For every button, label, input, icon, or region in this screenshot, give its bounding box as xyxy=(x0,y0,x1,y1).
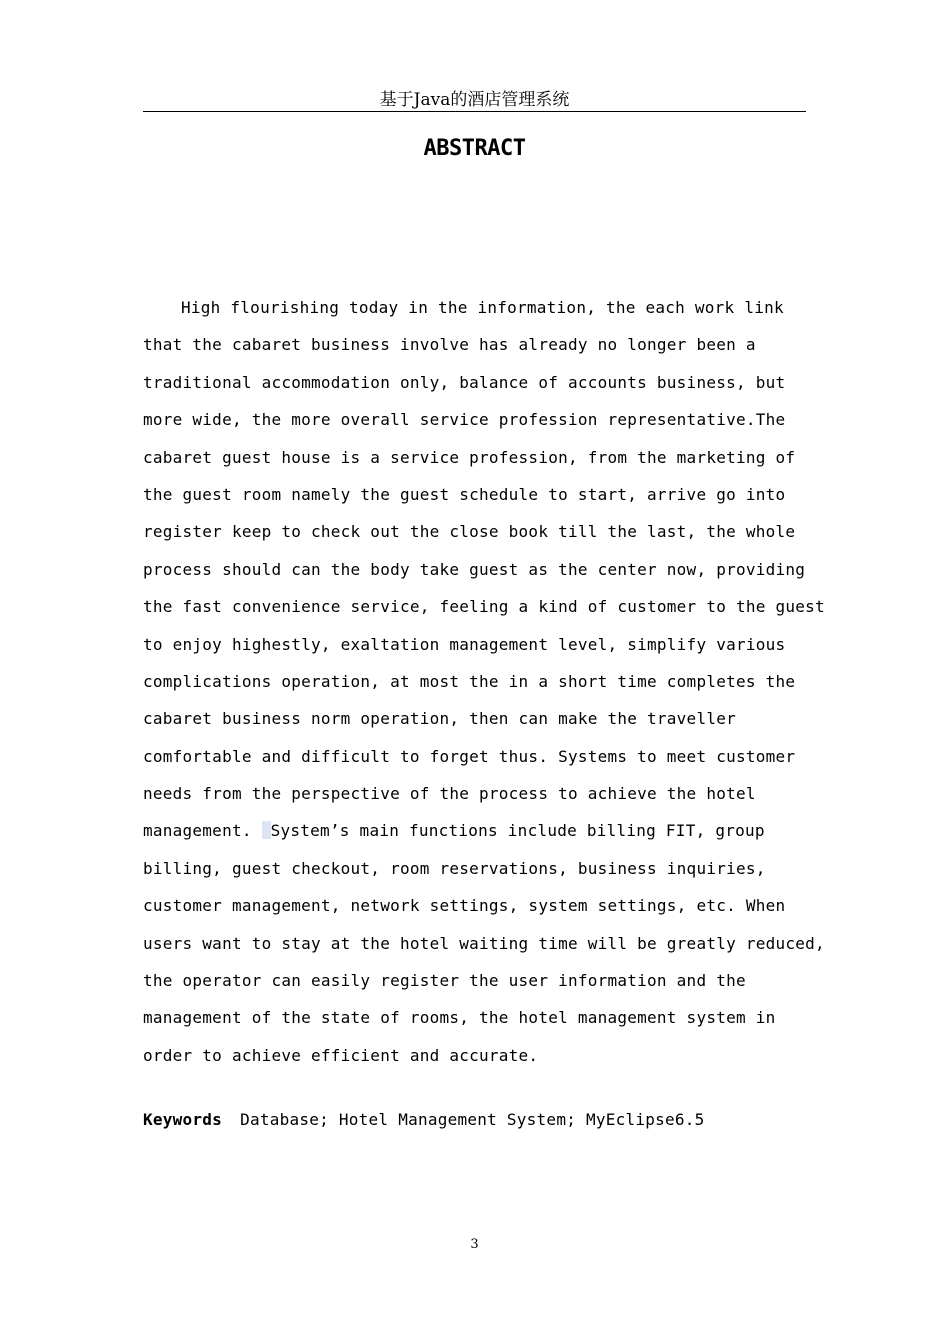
abstract-line: users want to stay at the hotel waiting time will be greatly reduced, xyxy=(143,933,825,953)
keywords-line xyxy=(143,1106,806,1134)
page-number: 3 xyxy=(470,1237,479,1252)
keywords-label: Keywords xyxy=(143,1110,223,1129)
abstract-line: management of the state of rooms, the hotel management system in xyxy=(143,1008,776,1028)
text-cursor-highlight xyxy=(262,821,271,839)
abstract-line: needs from the perspective of the process to achieve the hotel xyxy=(143,784,756,804)
abstract-line: traditional accommodation only, balance of accounts business, but xyxy=(143,372,786,392)
abstract-line: billing, guest checkout, room reservations, business inquiries, xyxy=(143,858,766,878)
abstract-line: the fast convenience service, feeling a kind of customer to the guest xyxy=(143,597,825,617)
abstract-line: that the cabaret business involve has already no longer been a xyxy=(143,335,756,355)
abstract-line: comfortable and difficult to forget thus. Systems to meet customer xyxy=(143,746,796,766)
abstract-line: cabaret guest house is a service profession, from the marketing of xyxy=(143,447,796,467)
abstract-line: more wide, the more overall service profession representative.The xyxy=(143,410,786,430)
abstract-body xyxy=(143,289,825,1074)
keywords-value: Database; Hotel Management System; MyEclipse6.5 xyxy=(240,1110,705,1129)
abstract-line: order to achieve efficient and accurate. xyxy=(143,1045,539,1065)
header-title: 基于Java的酒店管理系统 xyxy=(379,90,570,110)
abstract-line: complications operation, at most the in a short time completes the xyxy=(143,671,796,691)
abstract-line: register keep to check out the close book till the last, the whole xyxy=(143,522,796,542)
header-rule xyxy=(143,111,806,112)
abstract-line: customer management, network settings, system settings, etc. When xyxy=(143,896,786,916)
abstract-line: process should can the body take guest as the center now, providing xyxy=(143,559,806,579)
abstract-line xyxy=(143,812,811,849)
abstract-line-tail: System’s main functions include billing FIT, group xyxy=(270,821,765,841)
abstract-line: to enjoy highestly, exaltation management level, simplify various xyxy=(143,634,786,654)
abstract-line-head: management. xyxy=(143,821,252,841)
abstract-heading: ABSTRACT xyxy=(423,136,526,161)
abstract-line: High flourishing today in the information, the each work link xyxy=(181,298,784,317)
abstract-line: the operator can easily register the user information and the xyxy=(143,971,746,991)
abstract-line: cabaret business norm operation, then can make the traveller xyxy=(143,709,736,729)
abstract-line: the guest room namely the guest schedule to start, arrive go into xyxy=(143,484,786,504)
